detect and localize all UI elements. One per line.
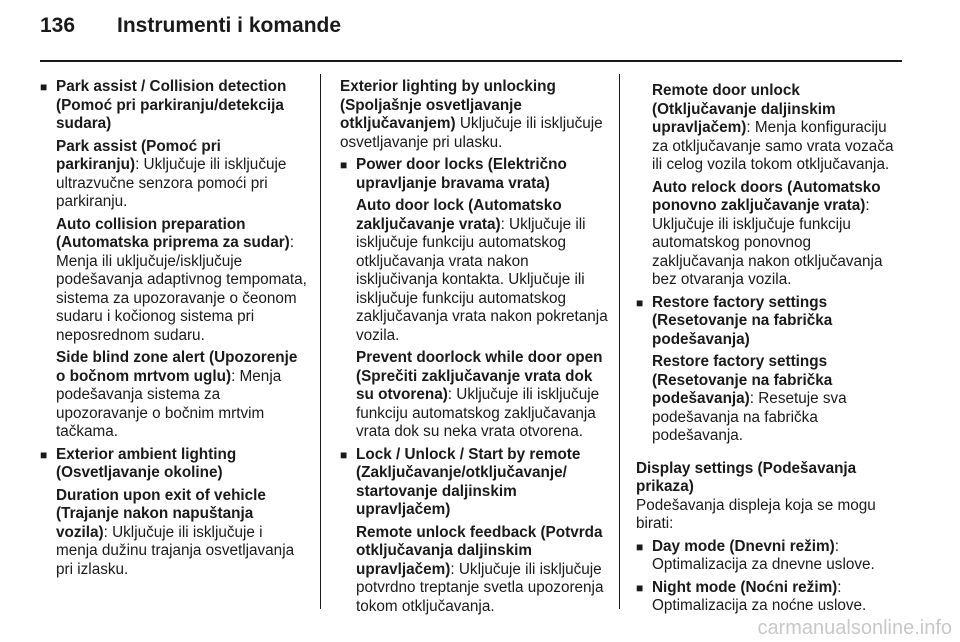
bullet-icon: ■ — [636, 580, 644, 595]
section-intro: Podešavanja displeja koja se mogu birati: — [636, 496, 876, 532]
list-item-day-mode — [636, 538, 906, 575]
list-item-exterior-ambient — [40, 446, 308, 483]
page-header — [40, 14, 341, 38]
column-2 — [340, 78, 608, 620]
bullet-icon: ■ — [40, 447, 48, 462]
list-item-park-assist — [40, 78, 308, 134]
term: Exterior lighting by unlocking (Spoljašnje osvetljavanje otključavanjem) — [340, 78, 556, 132]
spacer — [636, 450, 906, 460]
item-heading: Restore factory settings (Resetovanje na fabrička podešavanja) — [652, 293, 833, 348]
bullet-icon: ■ — [340, 447, 348, 462]
column-divider-1 — [320, 74, 321, 609]
term: Restore factory settings (Resetovanje na fabrička podešavanja) — [652, 353, 833, 407]
description: : Menja podešavanja sistema za upozoravanje o bočnim mrtvim tačkama. — [56, 367, 282, 440]
description: : Uključuje ili isključuje potvrdno treptanje svetla upozorenja tokom otključavanja. — [356, 560, 604, 615]
paragraph — [636, 82, 906, 175]
paragraph — [40, 487, 308, 580]
list-item-night-mode — [636, 579, 906, 616]
term: Prevent doorlock while door open (Sprečiti zaključavanje vrata dok su otvorena) — [356, 349, 603, 403]
description: : Uključuje ili isključuje funkciju automatskog otključavanja vrata nakon isključivanja kontakta. Uključuje ili isključuje funkciju automatskog zaključavanja vrata nakon pokretanja vozila. — [356, 215, 608, 344]
column-divider-2 — [619, 74, 620, 609]
term: Park assist (Pomoć pri parkiranju) — [56, 137, 221, 173]
bullet-icon: ■ — [340, 158, 348, 172]
header-rule — [40, 60, 902, 62]
paragraph — [40, 138, 308, 212]
item-heading: Power door locks (Električno upravljanje bravama vrata) — [356, 156, 567, 192]
description: : Uključuje ili isključuje funkciju automatskog ponovnog zaključavanja nakon otključavanja bez otvaranja vozila. — [652, 197, 883, 288]
bullet-icon: ■ — [40, 80, 48, 94]
term: Day mode (Dnevni režim) — [652, 537, 835, 555]
item-heading: Exterior ambient lighting (Osvetljavanje okoline) — [56, 445, 237, 481]
paragraph — [636, 353, 906, 446]
description: : Optimalizacija za noćne uslove. — [652, 578, 867, 614]
description: Uključuje ili isključuje osvetljavanje pri ulasku. — [340, 115, 603, 151]
paragraph — [40, 349, 308, 442]
description: : Menja konfiguraciju za otključavanje samo vrata vozača ili celog vozila tokom otključavanja. — [652, 119, 894, 173]
item-heading: Lock / Unlock / Start by remote (Zaključavanje/otključavanje/ startovanje daljinskim upravljačem) — [356, 445, 581, 518]
bullet-icon: ■ — [636, 539, 644, 554]
page-title: Instrumenti i komande — [117, 14, 342, 37]
description: : Resetuje sva podešavanja na fabrička podešavanja. — [652, 390, 847, 444]
term: Duration upon exit of vehicle (Trajanje nakon napuštanja vozila) — [56, 486, 266, 541]
paragraph — [636, 179, 906, 290]
page-number: 136 — [40, 14, 76, 37]
description: : Menja ili uključuje/isključuje podešavanja adaptivnog tempomata, sistema za upozoravanje o čeonom sudaru i kočionog sistema pri neposrednom sudaru. — [56, 234, 307, 344]
bullet-icon: ■ — [636, 295, 644, 310]
list-item-restore-factory — [636, 294, 906, 350]
paragraph — [340, 78, 608, 152]
list-item-power-door-locks — [340, 156, 608, 193]
description: : Uključuje ili isključuje i menja dužinu trajanja osvetljavanja pri izlasku. — [56, 523, 295, 578]
description: : Uključuje ili isključuje ultrazvučne senzora pomoći pri parkiranju. — [56, 156, 287, 210]
description: : Uključuje ili isključuje funkciju automatskog zaključavanja vrata dok su neka vrata otvorena. — [356, 386, 600, 440]
term: Remote door unlock (Otključavanje daljinskim upravljačem) — [652, 82, 836, 136]
paragraph — [340, 197, 608, 345]
paragraph — [340, 524, 608, 617]
term: Auto relock doors (Automatsko ponovno zaključavanje vrata) — [652, 178, 881, 214]
term: Side blind zone alert (Upozorenje o bočnom mrtvom uglu) — [56, 349, 298, 385]
term: Night mode (Noćni režim) — [652, 578, 838, 596]
description: : Optimalizacija za dnevne uslove. — [652, 537, 875, 573]
term: Auto collision preparation (Automatska priprema za sudar) — [56, 215, 290, 251]
term: Remote unlock feedback (Potvrda otključavanja daljinskim upravljačem) — [356, 523, 603, 578]
list-item-lock-unlock-start — [340, 446, 608, 520]
section-heading: Display settings (Podešavanja prikaza) — [636, 459, 857, 495]
column-1 — [40, 78, 308, 583]
paragraph — [340, 349, 608, 442]
column-3 — [636, 78, 906, 620]
item-heading: Park assist / Collision detection (Pomoć pri parkiranju/detekcija sudara) — [56, 78, 287, 132]
paragraph — [40, 216, 308, 346]
watermark: carmanualsonline.info — [757, 617, 952, 639]
term: Auto door lock (Automatsko zaključavanje vrata) — [356, 197, 562, 233]
